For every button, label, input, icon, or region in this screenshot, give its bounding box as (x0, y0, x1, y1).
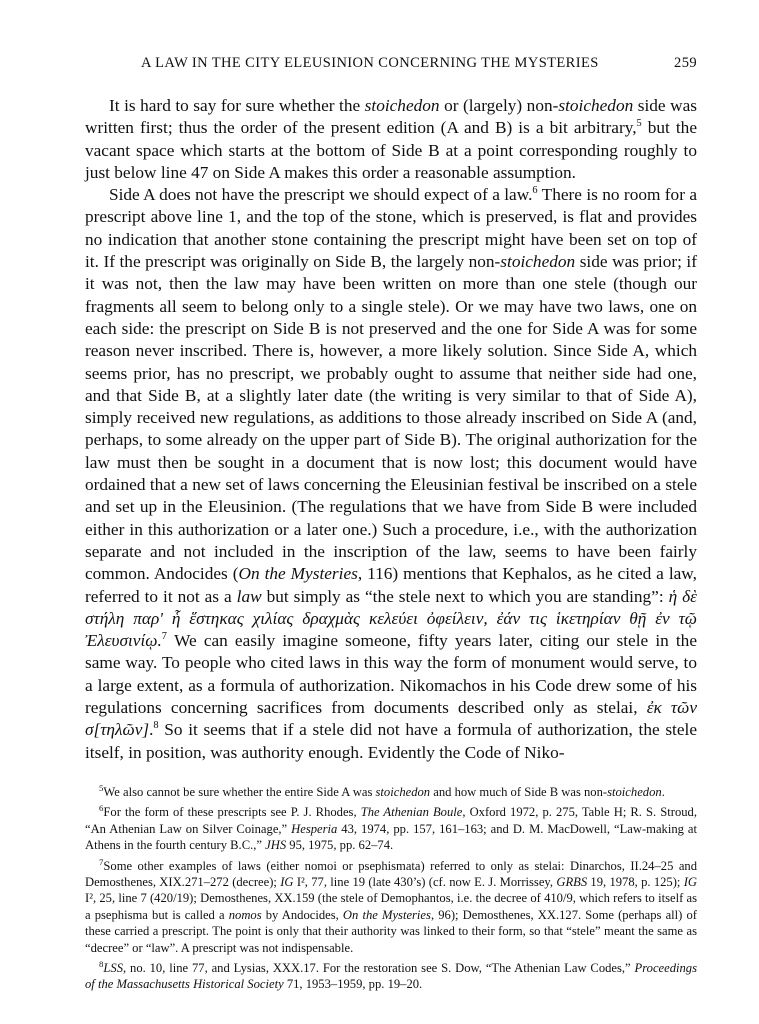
italic-title: IG (683, 874, 697, 889)
text-run: I², 25, line 7 (420/19); Demosthenes, XX.159 (the stele of Demophantos, i.e. the decree of 410/9, which refers to itself as a psephisma but is called a (85, 891, 697, 922)
text-run: , 96); Demosthenes, XX.127. Some (perhaps all) of these carried a prescript. The point is only that their authority was linked to their form, so that “stele” meant the same as “decree” or “law”. A prescript was not indispensable. (85, 907, 698, 955)
italic-term: stoichedon (607, 784, 662, 799)
text-run: For the form of these prescripts see P. J. Rhodes, (103, 805, 361, 820)
running-head (141, 55, 697, 85)
text-run: side was written first; thus the order of the present edition (A and B) is a bit arbitrary, (85, 96, 697, 138)
footnote-number: 8 (99, 958, 104, 969)
italic-title: JHS (265, 838, 287, 853)
running-title: A LAW IN THE CITY ELEUSINION CONCERNING THE MYSTERIES (141, 55, 599, 71)
text-run: Some other examples of laws (either nomoi or psephismata) referred to only as stelai: Dinarchos, II.24–25 and Demosthenes, XIX.271–272 (decree); (85, 858, 697, 889)
footnote-number: 5 (99, 782, 104, 793)
greek-quotation: ἐκ τῶν σ[τηλῶν] (85, 698, 697, 740)
italic-title: On the Mysteries (342, 907, 431, 922)
text-run: , no. 10, line 77, and Lysias, XXX.17. For the restoration see S. Dow, “The Athenian Law Codes,” (123, 960, 635, 975)
footnote-number: 7 (99, 856, 104, 867)
italic-title: LSS (103, 960, 124, 975)
footnote-5 (85, 784, 697, 800)
page (85, 55, 697, 997)
text-run: There is no room for a prescript above line 1, and the top of the stone, which is preserved, is flat and provides no indication that another stone containing the prescript might have been set on top of it. If the prescript was originally on Side B, the largely non- (85, 185, 698, 272)
italic-term: stoichedon (375, 784, 431, 799)
footnote-ref-6[interactable]: 6 (532, 185, 538, 197)
italic-term: stoichedon (558, 96, 634, 115)
text-run: 95, 1975, pp. 62–74. (286, 838, 394, 853)
italic-title: Proceedings of the Massachusetts Historical Society (85, 960, 697, 992)
italic-title: GRBS (556, 874, 588, 889)
text-run: I², 77, line 19 (late 430’s) (cf. now E. J. Morrissey, (293, 874, 557, 889)
italic-term: nomos (228, 907, 262, 922)
text-run: So it seems that if a stele did not have a formula of authorization, the stele itself, in position, was authority enough. Evidently the Code of Niko- (85, 720, 697, 762)
italic-term: stoichedon (500, 252, 576, 272)
italic-title: IG (280, 874, 294, 889)
footnotes (85, 784, 697, 993)
text-run: but simply as “the stele next to which you are standing”: (261, 586, 669, 606)
italic-title: On the Mysteries (238, 564, 358, 584)
footnote-7 (85, 858, 697, 956)
text-run: . (149, 720, 154, 740)
page-number: 259 (674, 55, 697, 71)
text-run: 19, 1978, p. 125); (587, 874, 684, 889)
text-run: 43, 1974, pp. 157, 161–163; and D. M. MacDowell, “Law-making at Athens in the fourth century B.C.,” (85, 821, 697, 853)
text-run: by Andocides, (261, 907, 343, 922)
footnote-8 (85, 960, 697, 993)
text-run: or (largely) non- (439, 96, 559, 115)
italic-title: Hesperia (291, 821, 338, 836)
text-run: , 116) mentions that Kephalos, as he cited a law, referred to it not as a (85, 564, 697, 606)
italic-title: The Athenian Boule (360, 805, 463, 820)
body-text (85, 95, 697, 764)
text-run: but the vacant space which starts at the bottom of Side B at a point corresponding roughly to just below line 47 on Side A makes this order a reasonable assumption. (85, 118, 697, 182)
text-run: side was prior; if it was not, then the law may have been written on more than one stele (though our fragments all seem to belong only to a single stele). Or we may have two laws, one on each side: the prescript on Side B is not preserved and the one for Side A was for some reason never inscribed. There is, however, a more likely solution. Since Side A, which seems prior, has no prescript, we probably ought to assume that neither side had one, and that Side B, at a slightly later date (the writing is very similar to that of Side A), simply received new regulations, as additions to those already inscribed on Side A (and, perhaps, to some already on the upper part of Side B). The original authorization for the law must then be sought in a document that is now lost; this document would have ordained that a new set of laws concerning the Eleusinian festival be inscribed on a stele and set up in the Eleusinion. (The regulations that we have from Side B were included either in this authorization or a later one.) Such a procedure, i.e., with the authorization separate and not included in the inscription of the law, seems to have been fairly common. Andocides ( (85, 252, 697, 584)
text-run: Side A does not have the prescript we should expect of a law. (109, 185, 533, 205)
greek-quotation: ἡ δὲ στήλη παρ' ἧ ἕστηκας χιλίας δραχμὰς κελεύει ὀφείλειν, ἐάν τις ἱκετηρίαν θῇ ἐν τῷ Ἐλευσινίῳ. (85, 586, 697, 651)
footnote-6 (85, 804, 697, 853)
footnote-number: 6 (99, 803, 104, 814)
italic-term: stoichedon (364, 96, 440, 115)
paragraph-1 (85, 95, 697, 184)
text-run: . (661, 784, 665, 799)
italic-term: law (236, 586, 262, 606)
footnote-ref-8[interactable]: 8 (153, 720, 159, 732)
text-run: We can easily imagine someone, fifty years later, citing our stele in the same way. To people who cited laws in this way the form of monument would serve, to a large extent, as a formula of authorization. Nikomachos in his Code drew some of his regulations concerning sacrifices from documents described only as stelai, (85, 631, 697, 718)
text-run: , Oxford 1972, p. 275, Table H; R. S. Stroud, “An Athenian Law on Silver Coinage,” (85, 805, 697, 836)
text-run: and how much of Side B was non- (430, 784, 608, 799)
footnote-ref-5[interactable]: 5 (636, 118, 642, 130)
text-run: It is hard to say for sure whether the (109, 96, 365, 115)
paragraph-2 (85, 184, 697, 764)
footnote-ref-7[interactable]: 7 (161, 631, 167, 643)
text-run: We also cannot be sure whether the entire Side A was (103, 784, 376, 799)
text-run: 71, 1953–1959, pp. 19–20. (283, 977, 423, 992)
